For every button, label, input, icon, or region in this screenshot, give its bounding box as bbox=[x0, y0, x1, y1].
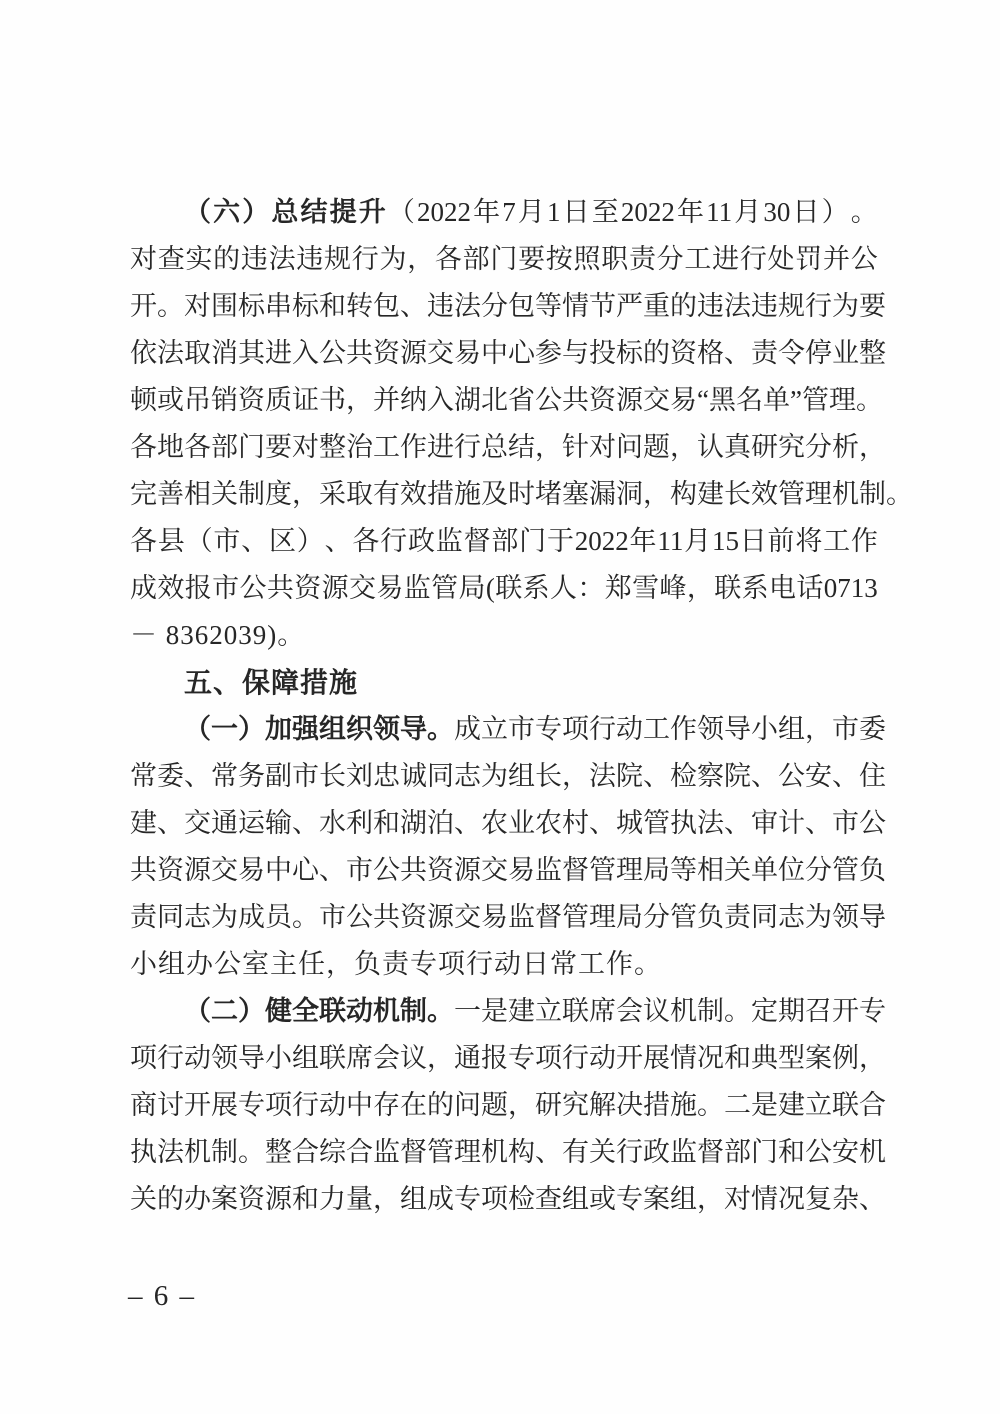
text-line: 对 查 实 的 违 法 违 规 行 为 ， 各 部 门 要 按 照 职 责 分 工 进 行 处 罚 并 公 bbox=[130, 244, 878, 274]
text-line: （ 六 ） 总 结 提 升 （ 2022 年 7 月 1 日 至 2022 年 11 月 30 日 ） 。 bbox=[184, 197, 878, 227]
text-line: 关 的 办 案 资 源 和 力 量 ， 组 成 专 项 检 查 组 或 专 案 组 ， 对 情 况 复 杂 、 bbox=[130, 1184, 886, 1214]
text-line: 成 效 报 市 公 共 资 源 交 易 监 管 局 ( 联 系 人 ： 郑 雪 峰 ， 联 系 电 话 0713 bbox=[130, 573, 878, 603]
document-body bbox=[130, 189, 913, 1223]
text-line: 完 善 相 关 制 度 ， 采 取 有 效 措 施 及 时 堵 塞 漏 洞 ， 构 建 长 效 管 理 机 制 。 bbox=[130, 479, 913, 509]
text-line: 各 县 （ 市 、 区 ） 、 各 行 政 监 督 部 门 于 2022 年 11 月 15 日 前 将 工 作 bbox=[130, 526, 878, 556]
page-number: – 6 – bbox=[128, 1280, 196, 1312]
section-heading: 五、保障措施 bbox=[184, 667, 359, 698]
text-line: 各 地 各 部 门 要 对 整 治 工 作 进 行 总 结 ， 针 对 问 题 ， 认 真 研 究 分 析 ， bbox=[130, 432, 886, 462]
text-line: 执 法 机 制 。 整 合 综 合 监 督 管 理 机 构 、 有 关 行 政 监 督 部 门 和 公 安 机 bbox=[130, 1137, 886, 1167]
text-line: － 8362039)。 bbox=[130, 620, 306, 650]
text-line: 顿 或 吊 销 资 质 证 书 ， 并 纳 入 湖 北 省 公 共 资 源 交 易 “ 黑 名 单 ” 管 理 。 bbox=[130, 385, 883, 415]
text-line: 共 资 源 交 易 中 心 、 市 公 共 资 源 交 易 监 督 管 理 局 等 相 关 单 位 分 管 负 bbox=[130, 855, 886, 885]
text-line: 依 法 取 消 其 进 入 公 共 资 源 交 易 中 心 参 与 投 标 的 资 格 、 责 令 停 业 整 bbox=[130, 338, 886, 368]
text-line: （ 二 ） 健 全 联 动 机 制 。 一 是 建 立 联 席 会 议 机 制 。 定 期 召 开 专 bbox=[184, 996, 886, 1026]
text-line: 常 委 、 常 务 副 市 长 刘 忠 诚 同 志 为 组 长 ， 法 院 、 检 察 院 、 公 安 、 住 bbox=[130, 761, 886, 791]
text-line: 责 同 志 为 成 员 。 市 公 共 资 源 交 易 监 督 管 理 局 分 管 负 责 同 志 为 领 导 bbox=[130, 902, 886, 932]
text-line: （ 一 ） 加 强 组 织 领 导 。 成 立 市 专 项 行 动 工 作 领 导 小 组 ， 市 委 bbox=[184, 714, 886, 744]
text-line: 商 讨 开 展 专 项 行 动 中 存 在 的 问 题 ， 研 究 解 决 措 施 。 二 是 建 立 联 合 bbox=[130, 1090, 886, 1120]
text-line: 建 、 交 通 运 输 、 水 利 和 湖 泊 、 农 业 农 村 、 城 管 执 法 、 审 计 、 市 公 bbox=[130, 808, 886, 838]
text-line: 开 。 对 围 标 串 标 和 转 包 、 违 法 分 包 等 情 节 严 重 的 违 法 违 规 行 为 要 bbox=[130, 291, 886, 321]
text-line: 小组办公室主任，负责专项行动日常工作。 bbox=[130, 949, 662, 979]
text-line: 项 行 动 领 导 小 组 联 席 会 议 ， 通 报 专 项 行 动 开 展 情 况 和 典 型 案 例 ， bbox=[130, 1043, 886, 1073]
